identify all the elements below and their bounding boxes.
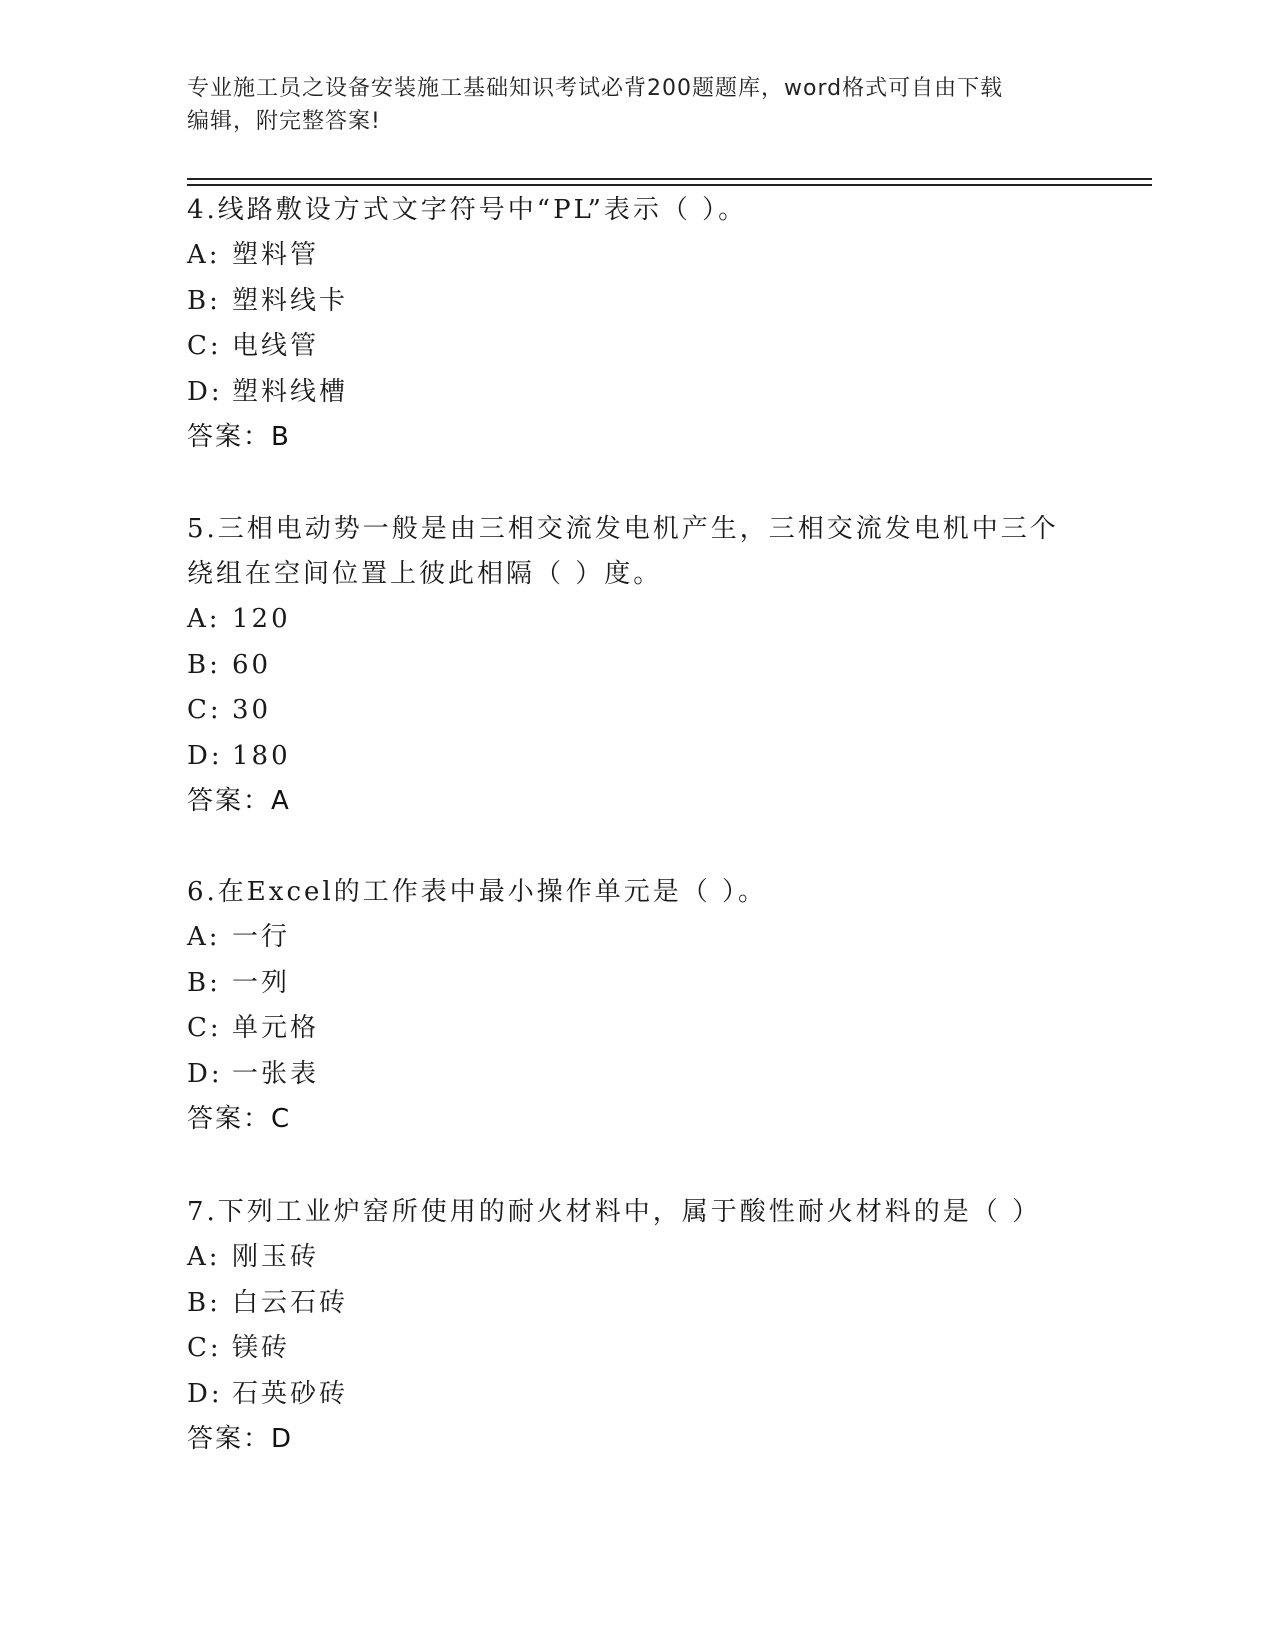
header-line-1: 专业施工员之设备安装施工基础知识考试必背200题题库，word格式可自由下载 — [187, 76, 1004, 101]
option-letter: B: — [187, 967, 221, 998]
option-b — [187, 643, 1087, 689]
question-title: 7.下列工业炉窑所使用的耐火材料中，属于酸性耐火材料的是（ ） — [187, 1197, 1042, 1227]
option-a — [187, 1235, 1087, 1281]
question-title-line-2: 绕组在空间位置上彼此相隔（ ）度。 — [187, 559, 663, 589]
option-text: 一行 — [232, 922, 291, 952]
option-c — [187, 688, 1087, 734]
option-letter: C: — [187, 331, 222, 361]
option-letter: B: — [187, 1287, 221, 1318]
option-text: 塑料线槽 — [232, 376, 349, 407]
option-text: 塑料管 — [232, 240, 320, 270]
option-d — [187, 734, 1087, 780]
option-text: 石英砂砖 — [232, 1378, 349, 1409]
option-letter: B: — [187, 649, 221, 680]
question-4 — [187, 188, 1087, 460]
answer: 答案：D — [187, 1424, 294, 1454]
option-a — [187, 233, 1087, 279]
option-text: 刚玉砖 — [232, 1242, 320, 1272]
option-letter: C: — [187, 1333, 222, 1363]
option-text: 白云石砖 — [232, 1287, 349, 1318]
option-c — [187, 1006, 1087, 1052]
option-letter: A: — [187, 604, 221, 634]
question-7 — [187, 1190, 1087, 1462]
question-title-line-1: 5.三相电动势一般是由三相交流发电机产生，三相交流发电机中三个 — [187, 514, 1059, 544]
option-d — [187, 370, 1087, 416]
option-d — [187, 1372, 1087, 1418]
option-a — [187, 597, 1087, 643]
option-text: 60 — [232, 649, 272, 680]
option-text: 电线管 — [232, 331, 320, 361]
option-d — [187, 1052, 1087, 1098]
option-b — [187, 961, 1087, 1007]
option-text: 单元格 — [232, 1013, 320, 1043]
question-5 — [187, 507, 1087, 824]
answer: 答案：A — [187, 786, 291, 816]
answer: 答案：B — [187, 422, 291, 452]
header-rule-bottom — [187, 184, 1152, 186]
header-rule-top — [187, 178, 1152, 180]
option-b — [187, 1281, 1087, 1327]
answer: 答案：C — [187, 1104, 292, 1134]
option-text: 塑料线卡 — [232, 285, 349, 316]
option-text: 120 — [232, 604, 291, 634]
option-text: 一列 — [232, 967, 291, 998]
option-letter: C: — [187, 1013, 222, 1043]
header-line-2: 编辑，附完整答案! — [187, 109, 381, 134]
option-letter: C: — [187, 695, 222, 725]
option-letter: A: — [187, 1242, 221, 1272]
option-letter: D: — [187, 1378, 223, 1409]
option-a — [187, 915, 1087, 961]
option-letter: A: — [187, 240, 221, 270]
option-c — [187, 1326, 1087, 1372]
question-6 — [187, 870, 1087, 1142]
option-text: 镁砖 — [232, 1333, 291, 1363]
option-c — [187, 324, 1087, 370]
option-letter: D: — [187, 1058, 223, 1089]
question-title: 4.线路敷设方式文字符号中“PL”表示（ ）。 — [187, 195, 748, 225]
option-text: 180 — [232, 740, 291, 771]
option-letter: D: — [187, 740, 223, 771]
option-text: 一张表 — [232, 1058, 320, 1089]
option-letter: D: — [187, 376, 223, 407]
option-letter: B: — [187, 285, 221, 316]
question-title: 6.在Excel的工作表中最小操作单元是（ ）。 — [187, 877, 767, 907]
option-letter: A: — [187, 922, 221, 952]
document-header — [187, 72, 1087, 138]
option-text: 30 — [232, 695, 272, 725]
option-b — [187, 279, 1087, 325]
